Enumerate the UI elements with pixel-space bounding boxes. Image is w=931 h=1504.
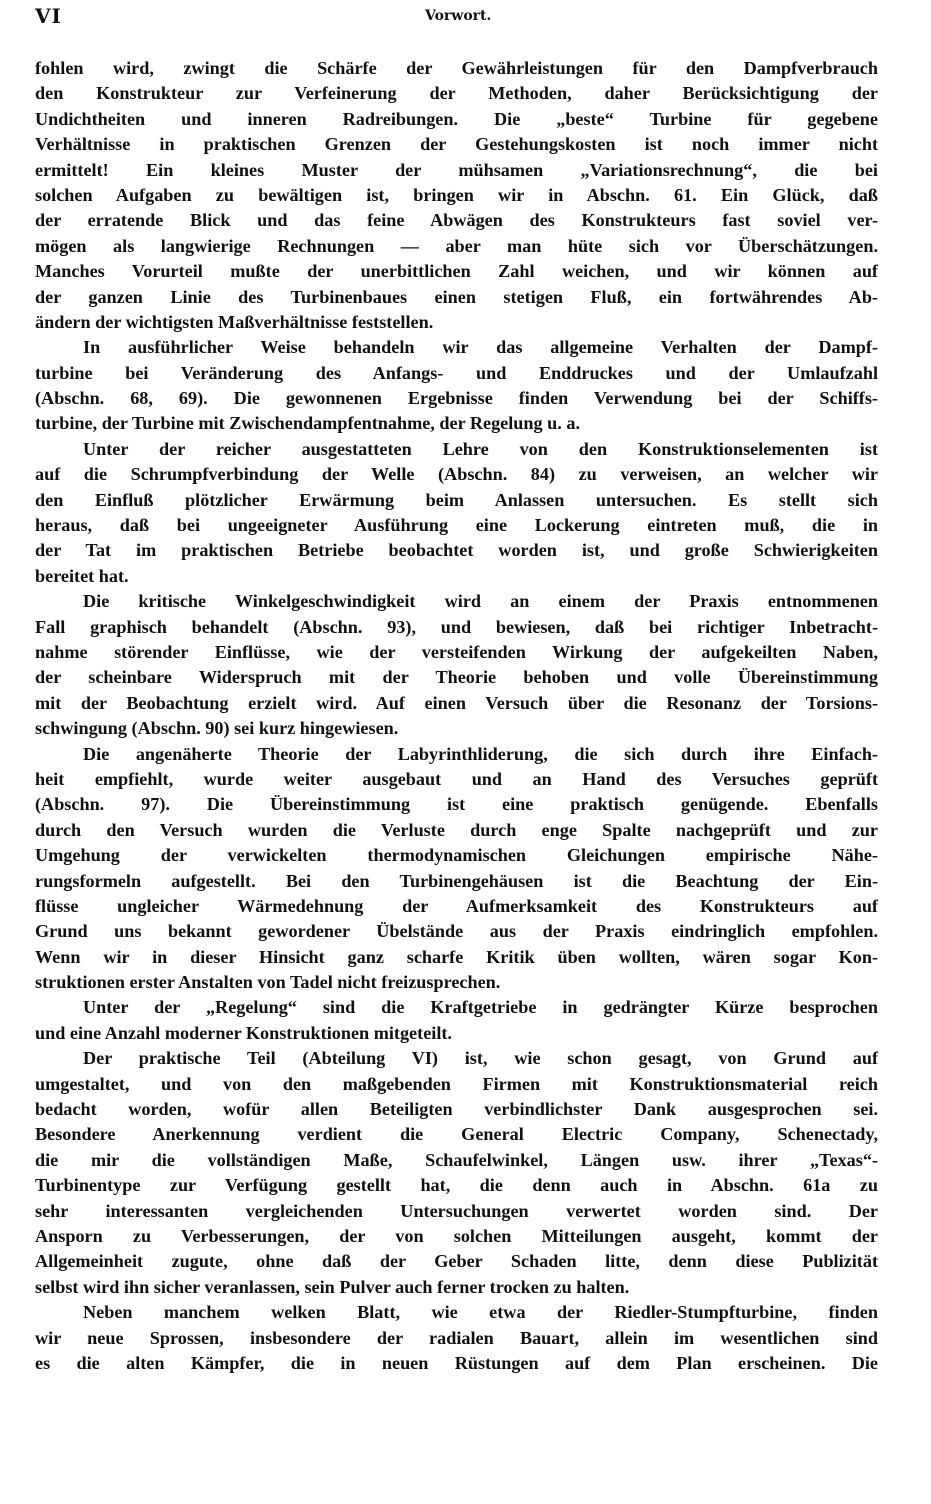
text-line: mit der Beobachtung erzielt wird. Auf einen Versuch über die Resonanz der Torsions-: [35, 692, 878, 713]
text-line: flüsse ungleicher Wärmedehnung der Aufmerksamkeit des Konstrukteurs auf: [35, 895, 878, 916]
text-line: ermittelt! Ein kleines Muster der mühsamen „Variationsrechnung“, die bei: [35, 159, 878, 180]
text-line: Verhältnisse in praktischen Grenzen der Gestehungskosten ist noch immer nicht: [35, 134, 878, 155]
text-line: der erratende Blick und das feine Abwägen des Konstrukteurs fast soviel ver-: [35, 210, 878, 231]
text-line: es die alten Kämpfer, die in neuen Rüstungen auf dem Plan erscheinen. Die: [35, 1352, 878, 1373]
text-line: schwingung (Abschn. 90) sei kurz hingewiesen.: [35, 718, 399, 739]
text-line: Besondere Anerkennung verdient die General Electric Company, Schenectady,: [35, 1124, 878, 1145]
text-line: Der praktische Teil (Abteilung VI) ist, wie schon gesagt, von Grund auf: [83, 1048, 878, 1069]
text-line: rungsformeln aufgestellt. Bei den Turbinengehäusen ist die Beachtung der Ein-: [35, 870, 878, 891]
text-line: Ansporn zu Verbesserungen, der von solchen Mitteilungen ausgeht, kommt der: [35, 1225, 878, 1246]
text-line: bereitet hat.: [35, 565, 129, 586]
text-line: der Tat im praktischen Betriebe beobachtet worden ist, und große Schwierigkeiten: [35, 540, 878, 561]
text-line: selbst wird ihn sicher veranlassen, sein Pulver auch ferner trocken zu halten.: [35, 1276, 630, 1297]
text-line: Die angenäherte Theorie der Labyrinthliderung, die sich durch ihre Einfach-: [83, 743, 878, 764]
text-line: Unter der reicher ausgestatteten Lehre von den Konstruktionselementen ist: [83, 438, 878, 459]
text-line: Neben manchem welken Blatt, wie etwa der Riedler-Stumpfturbine, finden: [83, 1302, 878, 1323]
text-line: durch den Versuch wurden die Verluste durch enge Spalte nachgeprüft und zur: [35, 819, 878, 840]
text-line: fohlen wird, zwingt die Schärfe der Gewährleistungen für den Dampfverbrauch: [35, 58, 878, 78]
text-line: Undichtheiten und inneren Radreibungen. Die „beste“ Turbine für gegebene: [35, 108, 878, 129]
text-line: heit empfiehlt, wurde weiter ausgebaut und an Hand des Versuches geprüft: [35, 768, 878, 789]
text-line: wir neue Sprossen, insbesondere der radialen Bauart, allein im wesentlichen sind: [35, 1327, 878, 1348]
text-line: Grund uns bekannt gewordener Übelstände aus der Praxis eindringlich empfohlen.: [35, 921, 878, 942]
text-line: turbine bei Veränderung des Anfangs- und Enddruckes und der Umlaufzahl: [35, 362, 878, 383]
text-line: Turbinentype zur Verfügung gestellt hat, die denn auch in Abschn. 61a zu: [35, 1175, 878, 1196]
text-line: turbine, der Turbine mit Zwischendampfentnahme, der Regelung u. a.: [35, 413, 581, 434]
text-line: der scheinbare Widerspruch mit der Theorie behoben und volle Übereinstimmung: [35, 667, 878, 688]
body-text: [35, 56, 878, 1376]
text-line: Allgemeinheit zugute, ohne daß der Geber Schaden litte, denn diese Publizität: [35, 1251, 878, 1272]
text-line: auf die Schrumpfverbindung der Welle (Abschn. 84) zu verweisen, an welcher wir: [35, 464, 878, 485]
running-title: Vorwort.: [425, 8, 492, 24]
text-line: bedacht worden, wofür allen Beteiligten verbindlichster Dank ausgesprochen sei.: [35, 1099, 878, 1120]
text-line: Manches Vorurteil mußte der unerbittlichen Zahl weichen, und wir können auf: [35, 261, 878, 282]
text-line: ändern der wichtigsten Maßverhältnisse feststellen.: [35, 311, 434, 332]
text-line: Fall graphisch behandelt (Abschn. 93), und bewiesen, daß bei richtiger Inbetracht-: [35, 616, 878, 637]
text-line: mögen als langwierige Rechnungen — aber man hüte sich vor Überschätzungen.: [35, 235, 878, 256]
text-line: Wenn wir in dieser Hinsicht ganz scharfe Kritik üben wollten, wären sogar Kon-: [35, 946, 878, 967]
text-line: (Abschn. 68, 69). Die gewonnenen Ergebnisse finden Verwendung bei der Schiffs-: [35, 388, 878, 409]
text-line: struktionen erster Anstalten von Tadel nicht freizusprechen.: [35, 972, 501, 993]
page-header: [35, 4, 878, 34]
text-line: und eine Anzahl moderner Konstruktionen mitgeteilt.: [35, 1022, 452, 1043]
text-line: solchen Aufgaben zu bewältigen ist, bringen wir in Abschn. 61. Ein Glück, daß: [35, 184, 878, 205]
text-line: Unter der „Regelung“ sind die Kraftgetriebe in gedrängter Kürze besprochen: [83, 997, 878, 1018]
text-line: der ganzen Linie des Turbinenbaues einen stetigen Fluß, ein fortwährendes Ab-: [35, 286, 878, 307]
text-line: heraus, daß bei ungeeigneter Ausführung eine Lockerung eintreten muß, die in: [35, 515, 878, 536]
text-line: den Konstrukteur zur Verfeinerung der Methoden, daher Berücksichtigung der: [35, 83, 878, 104]
text-line: (Abschn. 97). Die Übereinstimmung ist eine praktisch genügende. Ebenfalls: [35, 794, 878, 815]
text-line: den Einfluß plötzlicher Erwärmung beim Anlassen untersuchen. Es stellt sich: [35, 489, 878, 510]
text-line: die mir die vollständigen Maße, Schaufelwinkel, Längen usw. ihrer „Texas“-: [35, 1149, 878, 1170]
text-line: In ausführlicher Weise behandeln wir das allgemeine Verhalten der Dampf-: [83, 337, 878, 358]
text-line: Die kritische Winkelgeschwindigkeit wird an einem der Praxis entnommenen: [83, 591, 878, 612]
text-line: sehr interessanten vergleichenden Untersuchungen verwertet worden sind. Der: [35, 1200, 878, 1221]
text-line: Umgehung der verwickelten thermodynamischen Gleichungen empirische Nähe-: [35, 845, 878, 866]
text-line: nahme störender Einflüsse, wie der versteifenden Wirkung der aufgekeilten Naben,: [35, 641, 878, 662]
page-number: VI: [35, 4, 62, 28]
text-line: umgestaltet, und von den maßgebenden Firmen mit Konstruktionsmaterial reich: [35, 1073, 878, 1094]
